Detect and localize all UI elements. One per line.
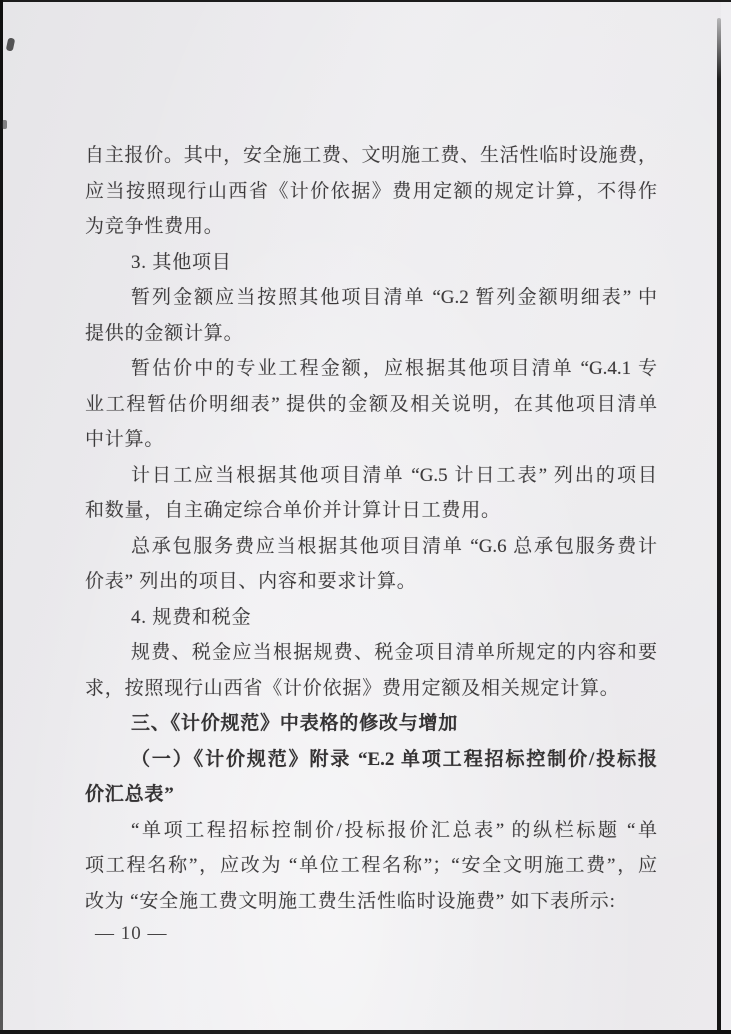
text-line: 暂列金额应当按照其他项目清单 “G.2 暂列金额明细表” 中	[131, 287, 657, 308]
subsection-heading: （一）《计价规范》附录 “E.2 单项工程招标控制价/投标报	[131, 748, 657, 770]
text-line: 价表” 列出的项目、内容和要求计算。	[85, 571, 417, 592]
text-line-heading: 4. 规费和税金	[131, 606, 252, 628]
text-line: 和数量，自主确定综合单价并计算计日工费用。	[85, 500, 501, 521]
scan-right-margin	[721, 2, 731, 1030]
page-number: — 10 —	[95, 923, 168, 944]
text-line: 提供的金额计算。	[85, 322, 244, 344]
text-line: 暂估价中的专业工程金额，应根据其他项目清单 “G.4.1 专	[131, 358, 657, 379]
document-body	[85, 138, 657, 919]
text-line: 项工程名称”，应改为 “单位工程名称”；“安全文明施工费”，应	[85, 855, 657, 876]
text-line: 中计算。	[85, 429, 165, 450]
text-line: 求，按照现行山西省《计价依据》费用定额及相关规定计算。	[85, 677, 620, 699]
text-line: 业工程暂估价明细表” 提供的金额及相关说明，在其他项目清单	[85, 393, 657, 415]
scan-artifact-speck	[2, 120, 7, 129]
subsection-heading: 价汇总表”	[85, 784, 175, 805]
text-line: 总承包服务费应当根据其他项目清单 “G.6 总承包服务费计	[131, 535, 657, 557]
scan-edge-left	[0, 0, 3, 1034]
text-line: 改为 “安全施工费文明施工费生活性临时设施费” 如下表所示:	[85, 890, 616, 912]
text-line: 规费、税金应当根据规费、税金项目清单所规定的内容和要	[131, 642, 657, 663]
text-line: 为竞争性费用。	[85, 216, 224, 237]
text-line: 计日工应当根据其他项目清单 “G.5 计日工表” 列出的项目	[131, 464, 657, 486]
scan-edge-bottom	[0, 1030, 731, 1034]
text-line: “单项工程招标控制价/投标报价汇总表” 的纵栏标题 “单	[131, 819, 657, 841]
text-line: 自主报价。其中，安全施工费、文明施工费、生活性临时设施费，	[85, 145, 657, 166]
text-line: 应当按照现行山西省《计价依据》费用定额的规定计算，不得作	[85, 180, 657, 202]
text-line-heading: 3. 其他项目	[131, 251, 232, 273]
scan-edge-top	[0, 0, 731, 2]
scan-artifact-speck	[6, 37, 16, 51]
section-heading: 三、《计价规范》中表格的修改与增加	[131, 713, 459, 734]
scan-edge-right	[717, 18, 721, 1034]
